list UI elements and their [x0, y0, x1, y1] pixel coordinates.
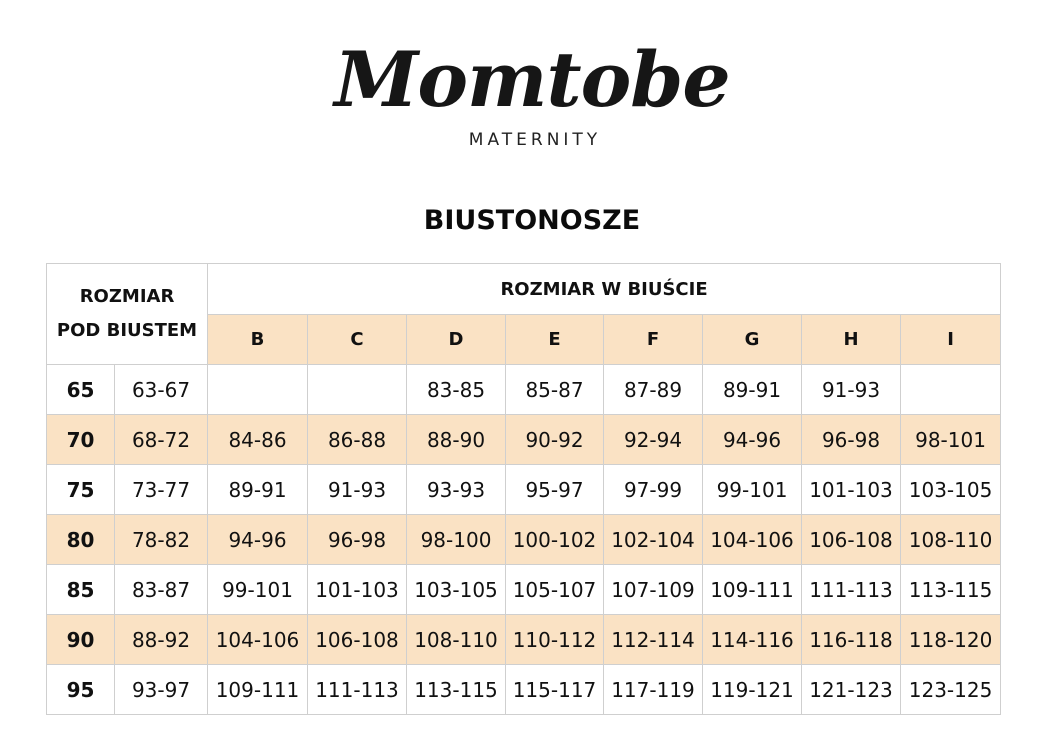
bust-range-cell: 93-93 — [407, 465, 506, 515]
bust-range-cell: 90-92 — [506, 415, 604, 465]
band-size-cell: 75 — [47, 465, 115, 515]
table-row — [47, 615, 1001, 665]
table-row — [47, 415, 1001, 465]
bust-range-cell: 117-119 — [604, 665, 703, 715]
table-row — [47, 365, 1001, 415]
bust-range-cell: 116-118 — [802, 615, 901, 665]
bust-range-cell: 101-103 — [802, 465, 901, 515]
bust-range-cell: 103-105 — [407, 565, 506, 615]
bust-header: ROZMIAR W BIUŚCIE — [208, 264, 1001, 315]
bust-range-cell: 89-91 — [703, 365, 802, 415]
bust-range-cell: 99-101 — [703, 465, 802, 515]
underbust-header — [47, 264, 208, 365]
band-size-cell: 80 — [47, 515, 115, 565]
bust-range-cell: 91-93 — [802, 365, 901, 415]
bust-range-cell: 121-123 — [802, 665, 901, 715]
bust-range-cell: 94-96 — [208, 515, 308, 565]
bust-range-cell — [208, 365, 308, 415]
bust-range-cell: 100-102 — [506, 515, 604, 565]
bust-range-cell: 109-111 — [208, 665, 308, 715]
bust-range-cell: 113-115 — [901, 565, 1001, 615]
cup-header-b: B — [208, 315, 308, 365]
bust-range-cell: 96-98 — [802, 415, 901, 465]
underbust-range-cell: 78-82 — [115, 515, 208, 565]
logo-wordmark: Momtobe — [334, 35, 730, 124]
bust-range-cell: 111-113 — [308, 665, 407, 715]
bust-range-cell: 87-89 — [604, 365, 703, 415]
band-size-cell: 70 — [47, 415, 115, 465]
band-size-cell: 90 — [47, 615, 115, 665]
bust-range-cell: 104-106 — [703, 515, 802, 565]
bust-range-cell: 89-91 — [208, 465, 308, 515]
cup-header-e: E — [506, 315, 604, 365]
bust-range-cell: 94-96 — [703, 415, 802, 465]
size-table — [46, 263, 1001, 715]
bust-range-cell: 86-88 — [308, 415, 407, 465]
table-row — [47, 565, 1001, 615]
bust-range-cell — [308, 365, 407, 415]
bust-range-cell: 106-108 — [802, 515, 901, 565]
bust-range-cell: 96-98 — [308, 515, 407, 565]
bust-range-cell: 108-110 — [901, 515, 1001, 565]
bust-range-cell: 99-101 — [208, 565, 308, 615]
bust-range-cell: 84-86 — [208, 415, 308, 465]
underbust-range-cell: 73-77 — [115, 465, 208, 515]
cup-header-d: D — [407, 315, 506, 365]
bust-range-cell: 98-101 — [901, 415, 1001, 465]
bust-range-cell: 83-85 — [407, 365, 506, 415]
bust-range-cell: 113-115 — [407, 665, 506, 715]
underbust-range-cell: 83-87 — [115, 565, 208, 615]
bust-range-cell: 111-113 — [802, 565, 901, 615]
underbust-range-cell: 88-92 — [115, 615, 208, 665]
bust-range-cell: 101-103 — [308, 565, 407, 615]
cup-header-f: F — [604, 315, 703, 365]
bust-range-cell: 88-90 — [407, 415, 506, 465]
cup-header-i: I — [901, 315, 1001, 365]
bust-range-cell: 118-120 — [901, 615, 1001, 665]
bust-range-cell: 106-108 — [308, 615, 407, 665]
bust-range-cell: 123-125 — [901, 665, 1001, 715]
bust-range-cell: 85-87 — [506, 365, 604, 415]
underbust-header-line2: POD BIUSTEM — [56, 320, 198, 341]
bust-range-cell: 108-110 — [407, 615, 506, 665]
underbust-range-cell: 63-67 — [115, 365, 208, 415]
bust-range-cell: 109-111 — [703, 565, 802, 615]
underbust-range-cell: 93-97 — [115, 665, 208, 715]
bust-range-cell: 92-94 — [604, 415, 703, 465]
table-row — [47, 515, 1001, 565]
cup-header-h: H — [802, 315, 901, 365]
bust-range-cell: 102-104 — [604, 515, 703, 565]
bust-range-cell — [901, 365, 1001, 415]
bust-range-cell: 110-112 — [506, 615, 604, 665]
bust-range-cell: 107-109 — [604, 565, 703, 615]
size-table-body — [47, 365, 1001, 715]
band-size-cell: 65 — [47, 365, 115, 415]
cup-header-g: G — [703, 315, 802, 365]
bust-range-cell: 112-114 — [604, 615, 703, 665]
underbust-header-line1: ROZMIAR — [79, 286, 175, 307]
bust-range-cell: 119-121 — [703, 665, 802, 715]
logo-subtitle: MATERNITY — [468, 130, 602, 150]
bust-range-cell: 91-93 — [308, 465, 407, 515]
bust-range-cell: 114-116 — [703, 615, 802, 665]
underbust-range-cell: 68-72 — [115, 415, 208, 465]
table-row — [47, 465, 1001, 515]
page-title: BIUSTONOSZE — [423, 205, 641, 236]
table-row — [47, 665, 1001, 715]
brand-logo — [0, 35, 1064, 150]
cup-header-c: C — [308, 315, 407, 365]
band-size-cell: 85 — [47, 565, 115, 615]
band-size-cell: 95 — [47, 665, 115, 715]
bust-range-cell: 104-106 — [208, 615, 308, 665]
bust-range-cell: 115-117 — [506, 665, 604, 715]
bust-range-cell: 98-100 — [407, 515, 506, 565]
bust-range-cell: 103-105 — [901, 465, 1001, 515]
bust-range-cell: 95-97 — [506, 465, 604, 515]
bust-range-cell: 97-99 — [604, 465, 703, 515]
bust-range-cell: 105-107 — [506, 565, 604, 615]
